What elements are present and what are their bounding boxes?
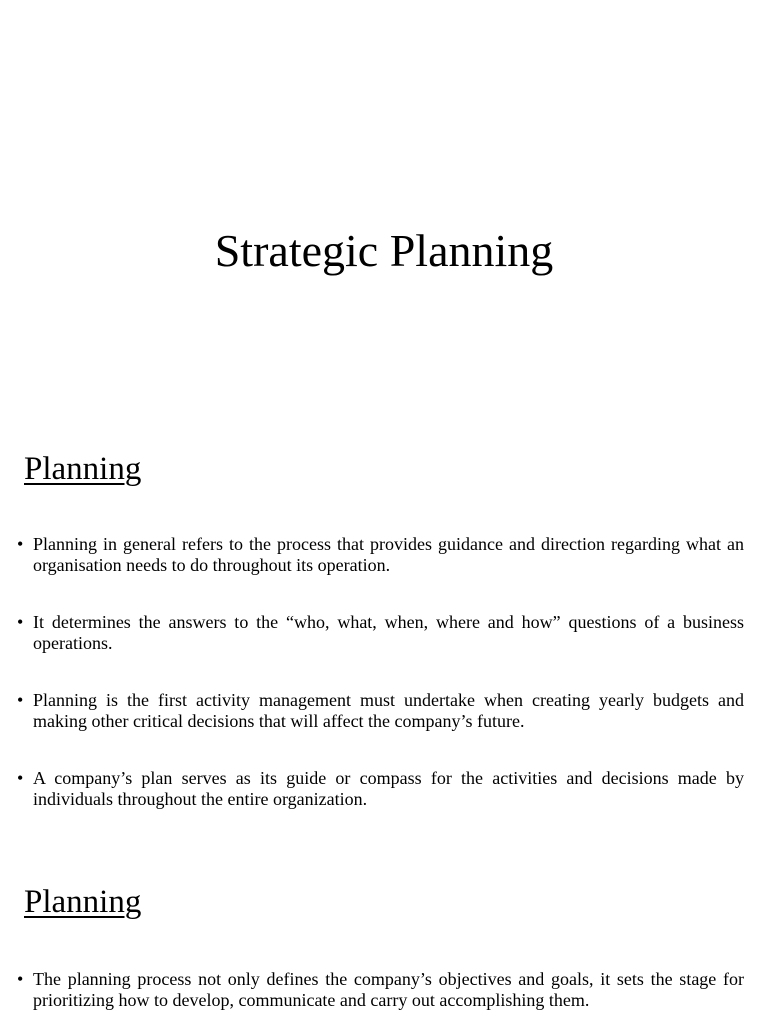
bullet-marker: • bbox=[17, 534, 24, 554]
bullet-text: Planning is the first activity management must undertake when creating yearly budgets and making other critical decisions that will affect the company’s future. bbox=[33, 690, 744, 731]
planning-slide-1 bbox=[0, 400, 768, 830]
slide-title: Strategic Planning bbox=[214, 225, 554, 276]
bullet-marker: • bbox=[17, 612, 24, 632]
bullet-marker: • bbox=[17, 768, 24, 788]
bullet-text: The planning process not only defines the company’s objectives and goals, it sets the stage for prioritizing how to develop, communicate and carry out accomplishing them. bbox=[33, 969, 744, 1010]
bullet-text: Planning in general refers to the process that provides guidance and direction regarding what an organisation needs to do throughout its operation. bbox=[33, 534, 744, 575]
slide-heading: Planning bbox=[24, 451, 142, 487]
bullet-text: A company’s plan serves as its guide or compass for the activities and decisions made by individuals throughout the entire organization. bbox=[33, 768, 744, 809]
planning-slide-2 bbox=[0, 830, 768, 1024]
bullet-marker: • bbox=[17, 690, 24, 710]
bullet-text: It determines the answers to the “who, what, when, where and how” questions of a business operations. bbox=[33, 612, 744, 653]
slide-heading: Planning bbox=[24, 884, 142, 920]
bullet-marker: • bbox=[17, 969, 24, 989]
title-slide bbox=[0, 0, 768, 400]
